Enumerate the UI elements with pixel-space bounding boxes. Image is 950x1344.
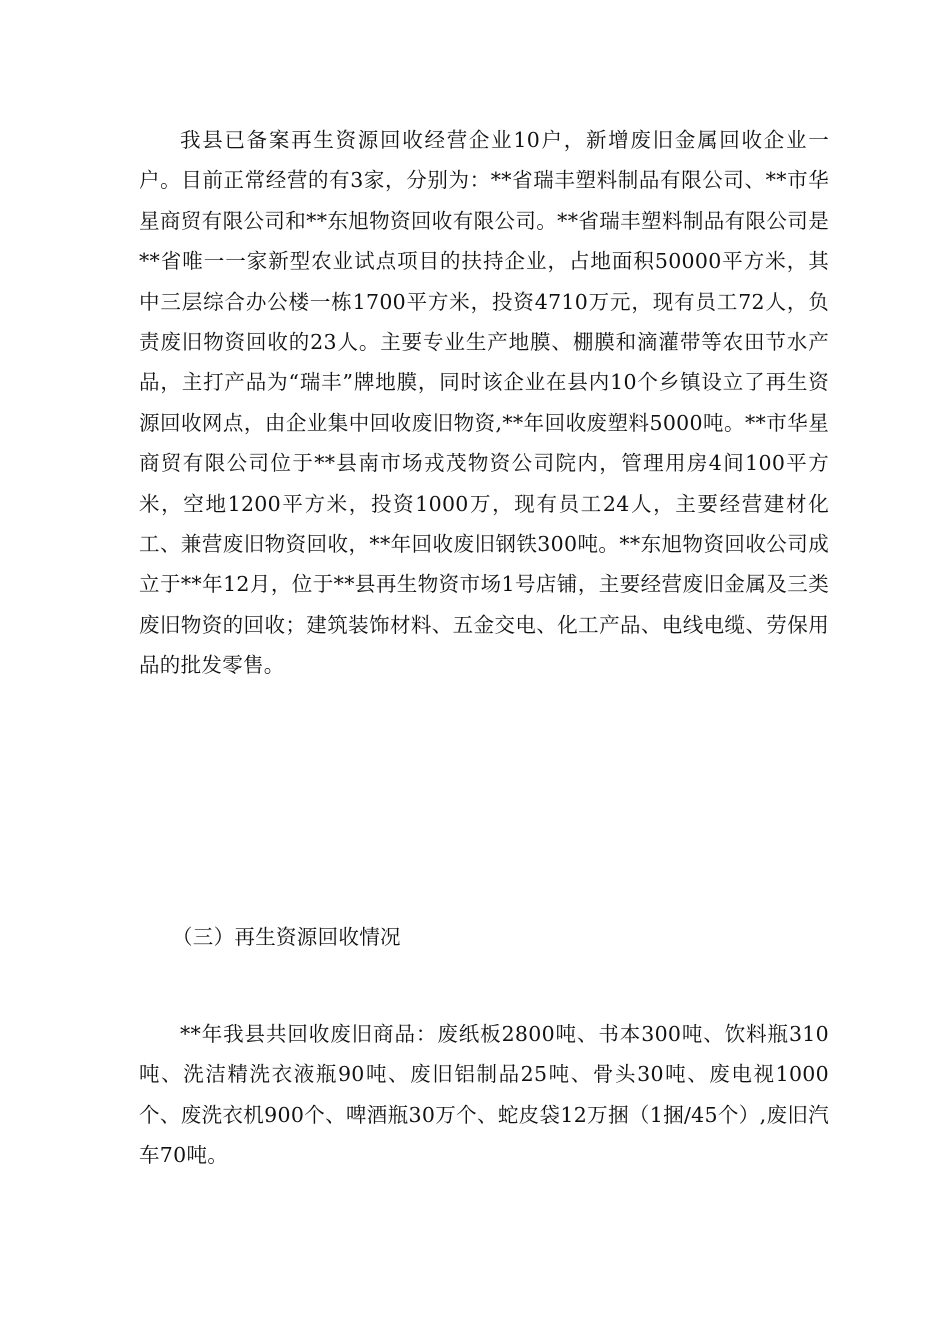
section-heading: （三）再生资源回收情况 (172, 925, 401, 949)
paragraph-enterprises: 我县已备案再生资源回收经营企业10户，新增废旧金属回收企业一户。目前正常经营的有3家，分别为：**省瑞丰塑料制品有限公司、**市华星商贸有限公司和**东旭物资回收有限公司。**省瑞丰塑料制品有限公司是**省唯一一家新型农业试点项目的扶持企业，占地面积50000平方米，其中三层综合办公楼一栋1700平方米，投资4710万元，现有员工72人，负责废旧物资回收的23人。主要专业生产地膜、棚膜和滴灌带等农田节水产品，主打产品为“瑞丰”牌地膜，同时该企业在县内10个乡镇设立了再生资源回收网点，由企业集中回收废旧物资,**年回收废塑料5000吨。**市华星商贸有限公司位于**县南市场戎茂物资公司院内，管理用房4间100平方米，空地1200平方米，投资1000万，现有员工24人，主要经营建材化工、兼营废旧物资回收，**年回收废旧钢铁300吨。**东旭物资回收公司成立于**年12月，位于**县再生物资市场1号店铺，主要经营废旧金属及三类废旧物资的回收；建筑装饰材料、五金交电、化工产品、电线电缆、劳保用品的批发零售。 (139, 128, 829, 678)
paragraph-recycling-volume: **年我县共回收废旧商品：废纸板2800吨、书本300吨、饮料瓶310吨、洗洁精洗衣液瓶90吨、废旧铝制品25吨、骨头30吨、废电视1000个、废洗衣机900个、啤酒瓶30万个、蛇皮袋12万捆（1捆/45个）,废旧汽车70吨。 (139, 1022, 829, 1168)
